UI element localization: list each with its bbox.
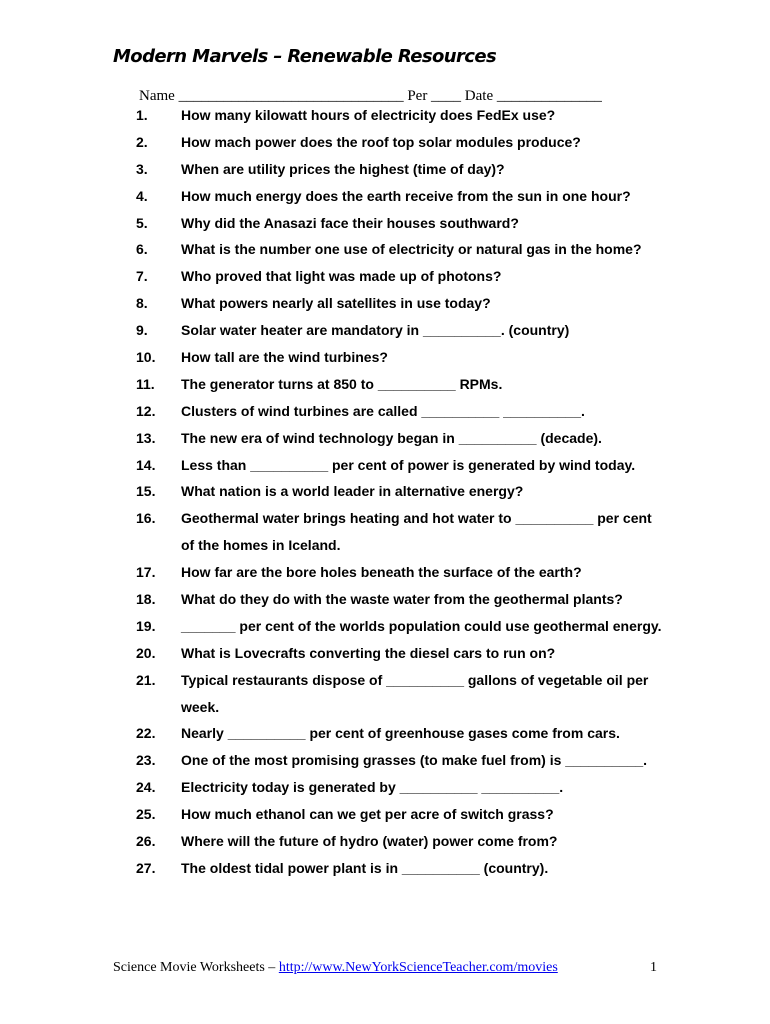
question-item bbox=[0, 724, 770, 751]
question-text: One of the most promising grasses (to make fuel from) is __________. bbox=[181, 752, 648, 769]
question-text: How far are the bore holes beneath the surface of the earth? bbox=[181, 564, 582, 581]
question-number: 25. bbox=[136, 806, 156, 823]
question-item bbox=[0, 456, 770, 483]
question-item bbox=[0, 509, 770, 536]
question-text: Less than __________ per cent of power is generated by wind today. bbox=[181, 456, 636, 473]
question-item bbox=[0, 859, 770, 886]
question-item bbox=[0, 805, 770, 832]
question-item bbox=[0, 106, 770, 133]
question-number: 7. bbox=[136, 268, 148, 285]
footer-link[interactable]: http://www.NewYorkScienceTeacher.com/movies bbox=[278, 960, 558, 975]
question-number: 14. bbox=[136, 456, 156, 473]
question-text: Nearly __________ per cent of greenhouse gases come from cars. bbox=[181, 725, 620, 742]
question-number: 9. bbox=[136, 322, 148, 339]
question-text: Electricity today is generated by __________ __________. bbox=[181, 779, 564, 796]
question-number: 5. bbox=[136, 214, 148, 231]
question-item bbox=[0, 294, 770, 321]
question-number: 15. bbox=[136, 483, 156, 500]
question-number: 23. bbox=[136, 752, 156, 769]
question-item bbox=[0, 133, 770, 160]
question-number: 26. bbox=[136, 833, 156, 850]
question-text: How mach power does the roof top solar modules produce? bbox=[181, 133, 581, 150]
question-item bbox=[0, 751, 770, 778]
question-number: 27. bbox=[136, 859, 156, 876]
question-number: 17. bbox=[136, 564, 156, 581]
question-item bbox=[0, 429, 770, 456]
question-text: What nation is a world leader in alternative energy? bbox=[181, 483, 524, 500]
question-number: 24. bbox=[136, 779, 156, 796]
question-text: week. bbox=[181, 698, 220, 715]
question-item bbox=[0, 778, 770, 805]
question-text: The generator turns at 850 to __________ RPMs. bbox=[181, 375, 503, 392]
question-text: How much ethanol can we get per acre of switch grass? bbox=[181, 806, 554, 823]
question-item bbox=[0, 832, 770, 859]
question-text: Typical restaurants dispose of __________ gallons of vegetable oil per bbox=[181, 671, 649, 688]
question-text: _______ per cent of the worlds population could use geothermal energy. bbox=[181, 617, 662, 634]
question-text: What do they do with the waste water from the geothermal plants? bbox=[181, 591, 623, 608]
question-item bbox=[0, 321, 770, 348]
question-list bbox=[0, 106, 770, 886]
question-text: How tall are the wind turbines? bbox=[181, 349, 388, 366]
question-item bbox=[0, 644, 770, 671]
question-item bbox=[0, 214, 770, 241]
question-text: Clusters of wind turbines are called __________ __________. bbox=[181, 402, 585, 419]
question-text: What powers nearly all satellites in use today? bbox=[181, 295, 491, 312]
question-number: 4. bbox=[136, 187, 148, 204]
question-number: 1. bbox=[136, 107, 148, 123]
question-number: 19. bbox=[136, 617, 156, 634]
question-item bbox=[0, 402, 770, 429]
question-text: The new era of wind technology began in __________ (decade). bbox=[181, 429, 602, 446]
question-text: of the homes in Iceland. bbox=[181, 537, 341, 554]
question-number: 12. bbox=[136, 402, 156, 419]
question-text: The oldest tidal power plant is in __________ (country). bbox=[181, 859, 549, 876]
question-continuation bbox=[0, 698, 770, 725]
question-item bbox=[0, 160, 770, 187]
question-number: 2. bbox=[136, 133, 148, 150]
question-number: 11. bbox=[136, 375, 155, 392]
question-number: 13. bbox=[136, 429, 156, 446]
question-item bbox=[0, 671, 770, 698]
question-item bbox=[0, 267, 770, 294]
question-number: 3. bbox=[136, 160, 148, 177]
question-continuation bbox=[0, 536, 770, 563]
question-text: Who proved that light was made up of photons? bbox=[181, 268, 502, 285]
page-number: 1 bbox=[650, 960, 657, 975]
question-text: How much energy does the earth receive from the sun in one hour? bbox=[181, 187, 631, 204]
question-item bbox=[0, 482, 770, 509]
question-text: What is the number one use of electricity or natural gas in the home? bbox=[181, 241, 642, 258]
question-number: 18. bbox=[136, 591, 156, 608]
question-number: 10. bbox=[136, 349, 156, 366]
footer-label: Science Movie Worksheets – bbox=[113, 960, 279, 975]
question-item bbox=[0, 590, 770, 617]
question-text: When are utility prices the highest (time of day)? bbox=[181, 160, 505, 177]
question-item bbox=[0, 563, 770, 590]
question-number: 22. bbox=[136, 725, 156, 742]
question-number: 6. bbox=[136, 241, 148, 258]
question-item bbox=[0, 375, 770, 402]
question-number: 8. bbox=[136, 295, 148, 312]
question-item bbox=[0, 240, 770, 267]
name-per-date-line: Name ______________________________ Per ____ Date ______________ bbox=[139, 88, 602, 104]
question-number: 21. bbox=[136, 671, 156, 688]
question-number: 20. bbox=[136, 644, 156, 661]
question-text: Why did the Anasazi face their houses southward? bbox=[181, 214, 519, 231]
question-text: Solar water heater are mandatory in __________. (country) bbox=[181, 322, 570, 339]
question-item bbox=[0, 187, 770, 214]
question-text: Geothermal water brings heating and hot water to __________ per cent bbox=[181, 510, 652, 527]
question-text: Where will the future of hydro (water) power come from? bbox=[181, 833, 558, 850]
question-text: What is Lovecrafts converting the diesel cars to run on? bbox=[181, 644, 556, 661]
question-text: How many kilowatt hours of electricity does FedEx use? bbox=[181, 107, 556, 123]
question-number: 16. bbox=[136, 510, 156, 527]
page-title: Modern Marvels – Renewable Resources bbox=[113, 46, 497, 67]
question-item bbox=[0, 348, 770, 375]
footer bbox=[113, 960, 558, 976]
question-item bbox=[0, 617, 770, 644]
